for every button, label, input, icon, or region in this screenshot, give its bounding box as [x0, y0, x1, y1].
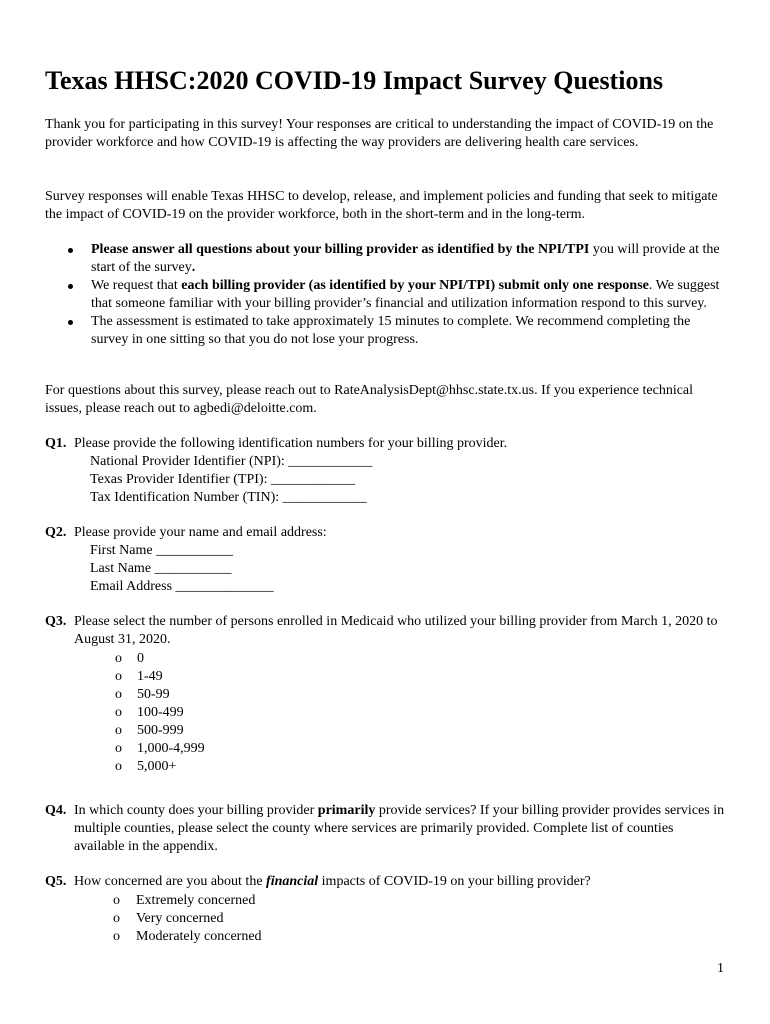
radio-circle-icon: o [115, 687, 122, 702]
question-text: Please provide your name and email address: [74, 525, 327, 540]
question-text: How concerned are you about the financial impacts of COVID-19 on your billing provider? [74, 874, 591, 889]
last-name-field[interactable]: Last Name ___________ [90, 561, 232, 576]
question-number: Q5. [45, 874, 67, 889]
instruction-item: Please answer all questions about your billing provider as identified by the NPI/TPI you will provide at the start of the survey. [45, 241, 725, 277]
bullet-dot-icon [68, 320, 73, 325]
radio-circle-icon: o [115, 759, 122, 774]
question-5 [45, 873, 725, 946]
contact-paragraph: For questions about this survey, please reach out to RateAnalysisDept@hhsc.state.tx.us. If you experience technical issues, please reach out to agbedi@deloitte.com. [45, 383, 694, 416]
intro-paragraph-1: Thank you for participating in this survey! Your responses are critical to understanding the impact of COVID-19 on the provider workforce and how COVID-19 is affecting the way providers are delivering health care services. [45, 117, 714, 150]
tpi-field[interactable]: Texas Provider Identifier (TPI): ____________ [90, 472, 355, 487]
document-page [45, 0, 725, 1024]
option-moderately-concerned[interactable]: o Moderately concerned [113, 929, 262, 944]
radio-circle-icon: o [115, 651, 122, 666]
option-extremely-concerned[interactable]: o Extremely concerned [113, 893, 256, 908]
tin-field[interactable]: Tax Identification Number (TIN): ____________ [90, 490, 367, 505]
question-3 [45, 613, 725, 776]
question-text: Please provide the following identification numbers for your billing provider. [74, 436, 508, 451]
option-very-concerned[interactable]: o Very concerned [113, 911, 224, 926]
npi-field[interactable]: National Provider Identifier (NPI): ____________ [90, 454, 373, 469]
email-address-field[interactable]: Email Address ______________ [90, 579, 274, 594]
radio-circle-icon: o [115, 669, 122, 684]
bullet-dot-icon [68, 284, 73, 289]
radio-circle-icon: o [115, 741, 122, 756]
instruction-item: The assessment is estimated to take approximately 15 minutes to complete. We recommend completing the survey in one sitting so that you do not lose your progress. [45, 313, 725, 349]
radio-circle-icon: o [113, 929, 120, 944]
question-number: Q4. [45, 803, 67, 818]
option-500-999[interactable]: o 500-999 [115, 723, 184, 738]
radio-circle-icon: o [115, 705, 122, 720]
question-text: Please select the number of persons enrolled in Medicaid who utilized your billing provider from March 1, 2020 to August 31, 2020. [74, 614, 718, 647]
radio-circle-icon: o [113, 911, 120, 926]
concern-options [45, 892, 725, 946]
question-number: Q3. [45, 614, 67, 629]
option-100-499[interactable]: o 100-499 [115, 705, 184, 720]
first-name-field[interactable]: First Name ___________ [90, 543, 234, 558]
option-5000-plus[interactable]: o 5,000+ [115, 759, 177, 774]
page-title: Texas HHSC:2020 COVID-19 Impact Survey Questions [45, 66, 664, 95]
question-2 [45, 524, 725, 596]
radio-circle-icon: o [113, 893, 120, 908]
option-0[interactable]: o 0 [115, 651, 144, 666]
option-50-99[interactable]: o 50-99 [115, 687, 170, 702]
option-1-49[interactable]: o 1-49 [115, 669, 163, 684]
question-number: Q2. [45, 525, 67, 540]
question-number: Q1. [45, 436, 67, 451]
option-1000-4999[interactable]: o 1,000-4,999 [115, 741, 205, 756]
question-1 [45, 435, 725, 507]
instructions-list [45, 241, 725, 349]
intro-paragraph-2: Survey responses will enable Texas HHSC to develop, release, and implement policies and funding that seek to mitigate the impact of COVID-19 on the provider workforce, both in the short-term and in the long-term. [45, 189, 718, 222]
question-text: In which county does your billing provider primarily provide services? If your billing provider provides services in multiple counties, please select the county where services are primarily provided. Complete list of counties available in the appendix. [74, 803, 725, 854]
enrollment-options [45, 650, 725, 776]
instruction-item: We request that each billing provider (as identified by your NPI/TPI) submit only one response. We suggest that someone familiar with your billing provider’s financial and utilization information respond to this survey. [45, 277, 725, 313]
page-number: 1 [717, 961, 724, 976]
question-4 [45, 802, 725, 856]
bullet-dot-icon [68, 248, 73, 253]
radio-circle-icon: o [115, 723, 122, 738]
